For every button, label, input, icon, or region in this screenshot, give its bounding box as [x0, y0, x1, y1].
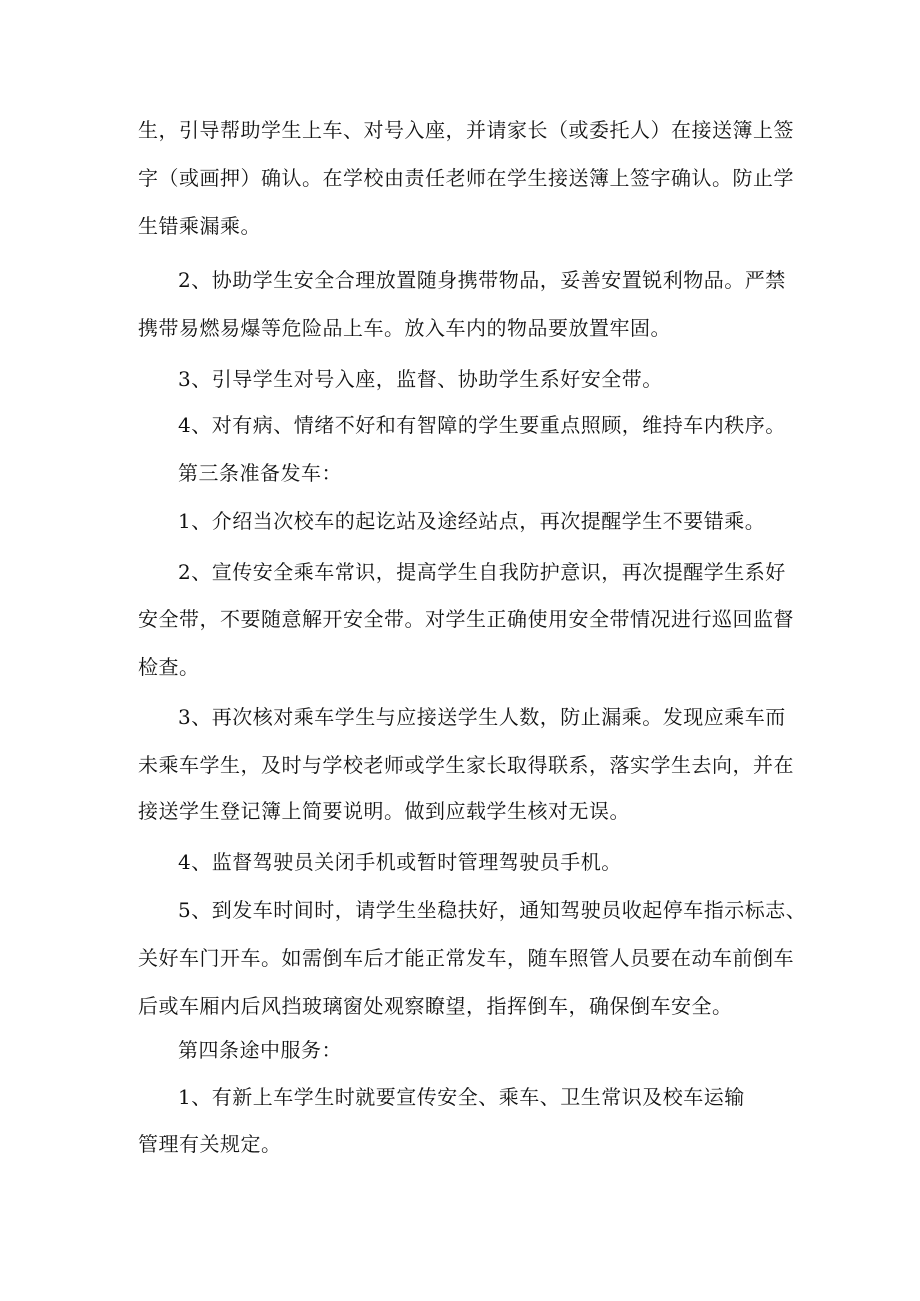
text-line: 后或车厢内后风挡玻璃窗处观察瞭望，指挥倒车，确保倒车安全。 — [138, 994, 733, 1018]
text-line: 安全带，不要随意解开安全带。对学生正确使用安全带情况进行巡回监督 — [138, 607, 794, 631]
text-line: 4、监督驾驶员关闭手机或暂时管理驾驶员手机。 — [178, 850, 622, 874]
text-line: 1、介绍当次校车的起讫站及途经站点，再次提醒学生不要错乘。 — [178, 509, 766, 533]
text-line: 管理有关规定。 — [138, 1132, 282, 1156]
section-heading: 第三条准备发车： — [178, 461, 342, 485]
text-line: 2、宣传安全乘车常识，提高学生自我防护意识，再次提醒学生系好 — [178, 560, 786, 584]
text-line: 字（或画押）确认。在学校由责任老师在学生接送簿上签字确认。防止学 — [138, 166, 794, 190]
section-heading: 第四条途中服务： — [178, 1038, 342, 1062]
text-line: 接送学生登记簿上简要说明。做到应载学生核对无误。 — [138, 799, 630, 823]
text-line: 检查。 — [138, 655, 200, 679]
text-line: 生，引导帮助学生上车、对号入座，并请家长（或委托人）在接送簿上签 — [138, 118, 794, 142]
text-line: 3、引导学生对号入座，监督、协助学生系好安全带。 — [178, 367, 663, 391]
text-line: 关好车门开车。如需倒车后才能正常发车，随车照管人员要在动车前倒车 — [138, 946, 794, 970]
text-line: 4、对有病、情绪不好和有智障的学生要重点照顾，维持车内秩序。 — [178, 413, 786, 437]
text-line: 生错乘漏乘。 — [138, 214, 261, 238]
text-line: 3、再次核对乘车学生与应接送学生人数，防止漏乘。发现应乘车而 — [178, 705, 786, 729]
text-line: 5、到发车时间时，请学生坐稳扶好，通知驾驶员收起停车指示标志、 — [178, 898, 807, 922]
text-line: 2、协助学生安全合理放置随身携带物品，妥善安置锐利物品。严禁 — [178, 268, 786, 292]
text-line: 1、有新上车学生时就要宣传安全、乘车、卫生常识及校车运输 — [178, 1085, 745, 1109]
text-line: 未乘车学生，及时与学校老师或学生家长取得联系，落实学生去向，并在 — [138, 753, 794, 777]
text-line: 携带易燃易爆等危险品上车。放入车内的物品要放置牢固。 — [138, 316, 671, 340]
